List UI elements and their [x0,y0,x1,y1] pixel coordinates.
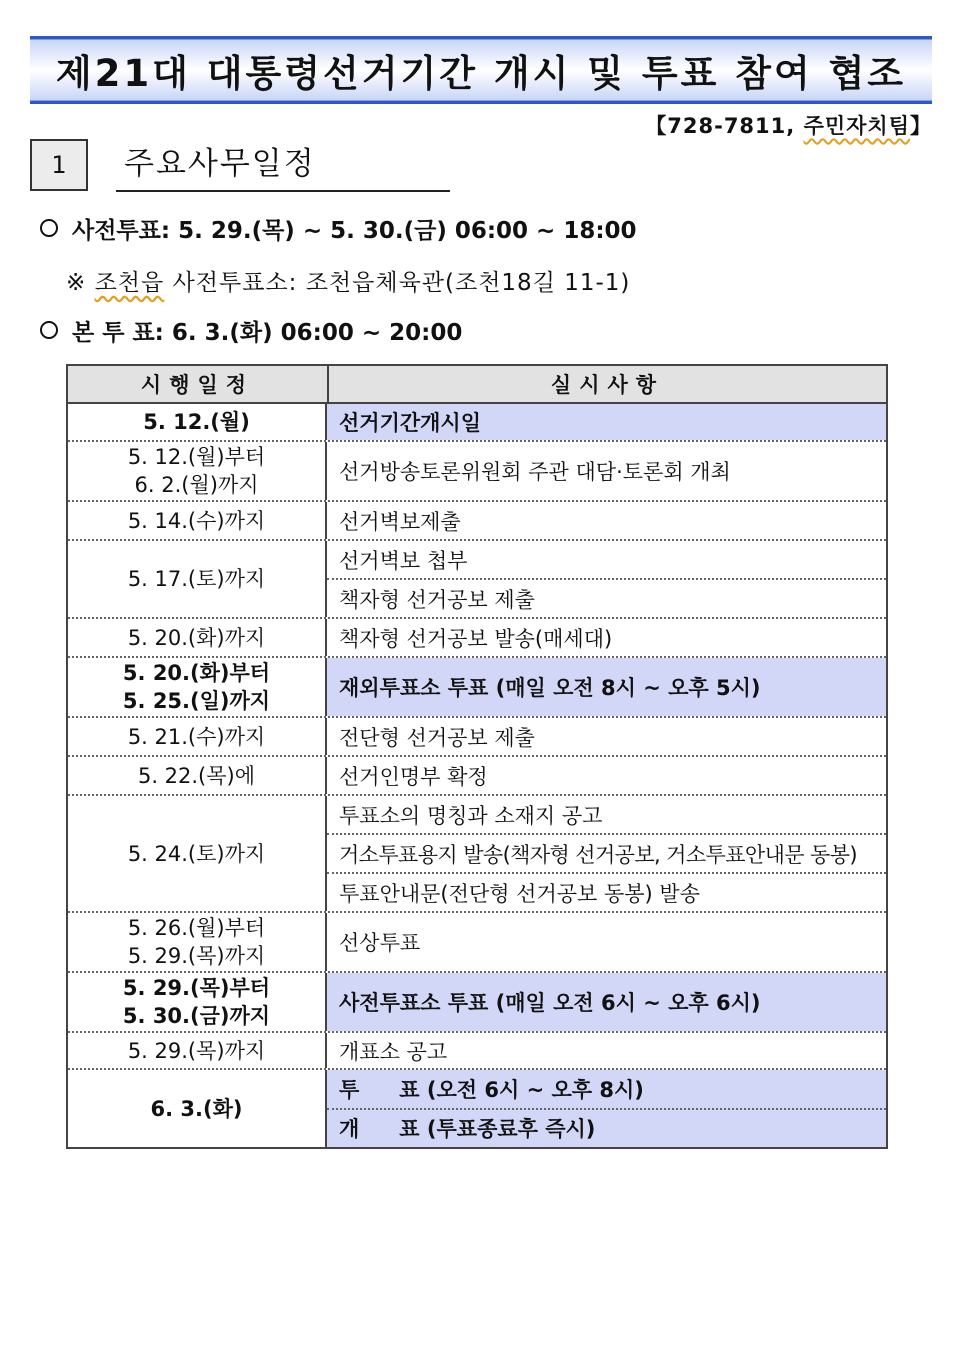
row-date: 6. 3.(화) [68,1070,327,1147]
early-vote-note [66,264,630,297]
row-date: 5. 29.(목)까지 [68,1033,327,1068]
table-row [68,442,886,502]
header-date: 시행일정 [68,366,329,402]
row-actions: 선거인명부 확정 [339,764,488,789]
row-actions [327,1070,886,1147]
row-date: 5. 20.(화)까지 [68,619,327,656]
row-date: 5. 17.(토)까지 [68,541,327,617]
table-row [68,913,886,973]
row-actions: 선거기간개시일 [327,404,886,440]
table-row [68,796,886,913]
table-header [68,366,886,404]
row-actions: 투표소의 명칭과 소재지 공고 거소투표용지 발송(책자형 선거공보, 거소투표안내문 동봉) 투표안내문(전단형 선거공보 동봉) 발송 [327,796,886,911]
row-actions: 전단형 선거공보 제출 [339,725,535,750]
contact-phone: 【728-7811, [645,114,804,138]
row-actions: 사전투표소 투표 (매일 오전 6시 ~ 오후 6시) [327,973,886,1031]
table-row [68,619,886,658]
row-actions: 책자형 선거공보 발송(매세대) [339,626,613,651]
vote-action: 투 표 (오전 6시 ~ 오후 8시) [327,1070,886,1110]
note-text: 사전투표소: 조천읍체육관(조천18길 11-1) [164,270,631,296]
table-row [68,718,886,757]
table-row [68,658,886,718]
row-actions: 선거방송토론위원회 주관 대담·토론회 개최 [339,460,731,484]
row-date: 5. 26.(월)부터 5. 29.(목)까지 [68,913,327,971]
contact-dept: 주민자치팀 [803,114,910,138]
table-row [68,541,886,619]
row-actions: 선거벽보 첩부 책자형 선거공보 제출 [327,541,886,617]
row-actions: 선상투표 [339,931,421,955]
table-row [68,757,886,796]
table-row [68,502,886,541]
table-row [68,404,886,442]
note-place: 조천읍 [94,270,165,296]
table-row [68,1033,886,1070]
header-action: 실시사항 [550,373,665,397]
row-date: 5. 29.(목)부터 5. 30.(금)까지 [68,973,327,1031]
main-vote-line [40,314,462,347]
row-date: 5. 20.(화)부터 5. 25.(일)까지 [68,658,327,716]
row-actions: 재외투표소 투표 (매일 오전 8시 ~ 오후 5시) [327,658,886,716]
circle-bullet-icon [40,219,58,237]
table-row [68,1070,886,1147]
contact-close: 】 [910,114,932,138]
row-actions: 개표소 공고 [339,1039,448,1064]
row-date: 5. 12.(월)부터 6. 2.(월)까지 [68,442,327,500]
section-title: 주요사무일정 [116,142,450,192]
section-number: 1 [30,139,88,191]
note-mark: ※ [66,270,95,296]
title-banner [30,36,932,104]
circle-bullet-icon [40,321,58,339]
schedule-table [66,364,888,1149]
row-date: 5. 14.(수)까지 [68,502,327,539]
row-date: 5. 22.(목)에 [68,757,327,794]
row-date: 5. 12.(월) [68,404,327,440]
contact-info [645,110,932,140]
row-date: 5. 24.(토)까지 [68,796,327,911]
row-actions: 선거벽보제출 [339,509,461,534]
row-date: 5. 21.(수)까지 [68,718,327,755]
early-vote-line [40,212,637,245]
main-vote-text: 본 투 표: 6. 3.(화) 06:00 ~ 20:00 [72,320,463,346]
table-row [68,973,886,1033]
count-action: 개 표 (투표종료후 즉시) [339,1117,596,1142]
early-vote-text: 사전투표: 5. 29.(목) ~ 5. 30.(금) 06:00 ~ 18:00 [72,218,637,244]
page-title: 제21대 대통령선거기간 개시 및 투표 참여 협조 [55,52,907,95]
